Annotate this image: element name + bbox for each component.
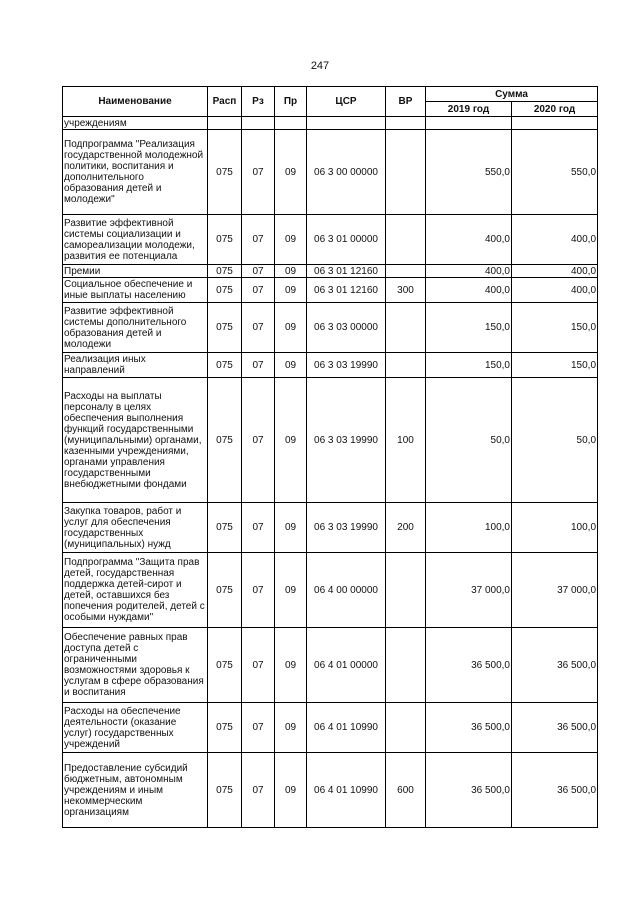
row-vr-cell: 300 [386, 278, 426, 303]
table-row [63, 503, 598, 553]
row-amount-2020-cell: 550,0 [512, 130, 598, 215]
table-row [63, 265, 598, 278]
row-amount-2020-cell: 400,0 [512, 215, 598, 265]
row-rasp-cell: 075 [208, 353, 242, 378]
row-amount-2020-cell [512, 117, 598, 130]
row-rasp-cell: 075 [208, 553, 242, 628]
row-amount-2020-cell: 400,0 [512, 265, 598, 278]
row-pr-cell: 09 [275, 503, 307, 553]
header-year-2019: 2019 год [426, 102, 512, 117]
row-amount-2019-cell: 100,0 [426, 503, 512, 553]
table-row [63, 703, 598, 753]
row-amount-2020-cell: 37 000,0 [512, 553, 598, 628]
row-amount-2019-cell: 400,0 [426, 265, 512, 278]
row-rasp-cell: 075 [208, 130, 242, 215]
row-pr-cell: 09 [275, 353, 307, 378]
row-rasp-cell: 075 [208, 703, 242, 753]
row-rz-cell: 07 [242, 628, 275, 703]
row-pr-cell: 09 [275, 130, 307, 215]
row-amount-2019-cell [426, 117, 512, 130]
row-amount-2019-cell: 150,0 [426, 353, 512, 378]
row-name-cell: Подпрограмма "Реализация государственной молодежной политики, воспитания и дополнительного образования детей и молодежи" [63, 130, 208, 215]
row-amount-2019-cell: 36 500,0 [426, 628, 512, 703]
row-pr-cell: 09 [275, 215, 307, 265]
row-rz-cell: 07 [242, 303, 275, 353]
row-amount-2019-cell: 400,0 [426, 215, 512, 265]
table-row [63, 130, 598, 215]
row-vr-cell: 100 [386, 378, 426, 503]
row-rasp-cell: 075 [208, 628, 242, 703]
row-vr-cell: 600 [386, 753, 426, 828]
page-number: 247 [310, 60, 330, 72]
row-rasp-cell: 075 [208, 265, 242, 278]
row-pr-cell: 09 [275, 303, 307, 353]
header-name: Наименование [63, 87, 208, 117]
table-row [63, 553, 598, 628]
row-csr-cell: 06 3 03 00000 [307, 303, 386, 353]
header-csr: ЦСР [307, 87, 386, 117]
row-rasp-cell: 075 [208, 378, 242, 503]
row-csr-cell: 06 3 01 00000 [307, 215, 386, 265]
row-name-cell: Развитие эффективной системы дополнительного образования детей и молодежи [63, 303, 208, 353]
row-amount-2020-cell: 36 500,0 [512, 703, 598, 753]
header-rasp: Расп [208, 87, 242, 117]
row-vr-cell [386, 628, 426, 703]
table-row [63, 753, 598, 828]
row-rasp-cell: 075 [208, 278, 242, 303]
table-row [63, 215, 598, 265]
row-amount-2019-cell: 150,0 [426, 303, 512, 353]
row-name-cell: Закупка товаров, работ и услуг для обеспечения государственных (муниципальных) нужд [63, 503, 208, 553]
row-amount-2020-cell: 36 500,0 [512, 753, 598, 828]
row-rz-cell: 07 [242, 753, 275, 828]
row-amount-2020-cell: 150,0 [512, 353, 598, 378]
row-vr-cell [386, 265, 426, 278]
row-rz-cell: 07 [242, 503, 275, 553]
table-row [63, 353, 598, 378]
row-vr-cell [386, 703, 426, 753]
table-row [63, 117, 598, 130]
header-vr: ВР [386, 87, 426, 117]
row-rz-cell: 07 [242, 130, 275, 215]
row-vr-cell [386, 130, 426, 215]
row-pr-cell [275, 117, 307, 130]
row-amount-2020-cell: 100,0 [512, 503, 598, 553]
row-rasp-cell: 075 [208, 753, 242, 828]
row-amount-2019-cell: 400,0 [426, 278, 512, 303]
table-row [63, 303, 598, 353]
row-amount-2019-cell: 37 000,0 [426, 553, 512, 628]
row-amount-2020-cell: 50,0 [512, 378, 598, 503]
row-rz-cell: 07 [242, 703, 275, 753]
row-csr-cell: 06 3 01 12160 [307, 278, 386, 303]
row-pr-cell: 09 [275, 265, 307, 278]
row-csr-cell: 06 4 01 00000 [307, 628, 386, 703]
row-name-cell: Подпрограмма "Защита прав детей, государственная поддержка детей-сирот и детей, оставшихся без попечения родителей, детей с особыми нуждами" [63, 553, 208, 628]
row-name-cell: учреждениям [63, 117, 208, 130]
row-amount-2020-cell: 36 500,0 [512, 628, 598, 703]
row-pr-cell: 09 [275, 378, 307, 503]
header-year-2020: 2020 год [512, 102, 598, 117]
row-amount-2020-cell: 150,0 [512, 303, 598, 353]
row-vr-cell [386, 353, 426, 378]
row-rz-cell: 07 [242, 378, 275, 503]
row-vr-cell [386, 553, 426, 628]
table-row [63, 378, 598, 503]
row-name-cell: Расходы на выплаты персоналу в целях обеспечения выполнения функций государственными (муниципальными) органами, казенными учреждениями, органами управления государственными внебюджетными фондами [63, 378, 208, 503]
row-vr-cell [386, 303, 426, 353]
row-name-cell: Обеспечение равных прав доступа детей с ограниченными возможностями здоровья к услугам в сфере образования и воспитания [63, 628, 208, 703]
table-row [63, 628, 598, 703]
row-rz-cell: 07 [242, 353, 275, 378]
row-name-cell: Расходы на обеспечение деятельности (оказание услуг) государственных учреждений [63, 703, 208, 753]
table-row [63, 278, 598, 303]
row-amount-2019-cell: 550,0 [426, 130, 512, 215]
row-name-cell: Предоставление субсидий бюджетным, автономным учреждениям и иным некоммерческим организациям [63, 753, 208, 828]
row-amount-2020-cell: 400,0 [512, 278, 598, 303]
row-csr-cell: 06 4 01 10990 [307, 753, 386, 828]
row-csr-cell: 06 3 01 12160 [307, 265, 386, 278]
row-rz-cell: 07 [242, 215, 275, 265]
row-rasp-cell [208, 117, 242, 130]
row-pr-cell: 09 [275, 628, 307, 703]
header-pr: Пр [275, 87, 307, 117]
row-csr-cell: 06 4 00 00000 [307, 553, 386, 628]
row-csr-cell: 06 4 01 10990 [307, 703, 386, 753]
row-rz-cell: 07 [242, 278, 275, 303]
row-csr-cell: 06 3 03 19990 [307, 503, 386, 553]
row-vr-cell [386, 117, 426, 130]
header-rz: Рз [242, 87, 275, 117]
row-rz-cell [242, 117, 275, 130]
row-name-cell: Социальное обеспечение и иные выплаты населению [63, 278, 208, 303]
row-name-cell: Реализация иных направлений [63, 353, 208, 378]
row-pr-cell: 09 [275, 278, 307, 303]
row-rasp-cell: 075 [208, 303, 242, 353]
row-csr-cell [307, 117, 386, 130]
budget-table [62, 86, 598, 828]
row-pr-cell: 09 [275, 753, 307, 828]
header-sum: Сумма [426, 87, 598, 102]
row-csr-cell: 06 3 00 00000 [307, 130, 386, 215]
row-csr-cell: 06 3 03 19990 [307, 378, 386, 503]
row-pr-cell: 09 [275, 553, 307, 628]
row-rz-cell: 07 [242, 265, 275, 278]
row-vr-cell: 200 [386, 503, 426, 553]
row-csr-cell: 06 3 03 19990 [307, 353, 386, 378]
table-body [63, 117, 598, 828]
row-rz-cell: 07 [242, 553, 275, 628]
row-amount-2019-cell: 36 500,0 [426, 703, 512, 753]
row-vr-cell [386, 215, 426, 265]
row-amount-2019-cell: 36 500,0 [426, 753, 512, 828]
row-rasp-cell: 075 [208, 215, 242, 265]
row-rasp-cell: 075 [208, 503, 242, 553]
row-pr-cell: 09 [275, 703, 307, 753]
row-name-cell: Развитие эффективной системы социализации и самореализации молодежи, развития ее потенциала [63, 215, 208, 265]
row-amount-2019-cell: 50,0 [426, 378, 512, 503]
row-name-cell: Премии [63, 265, 208, 278]
